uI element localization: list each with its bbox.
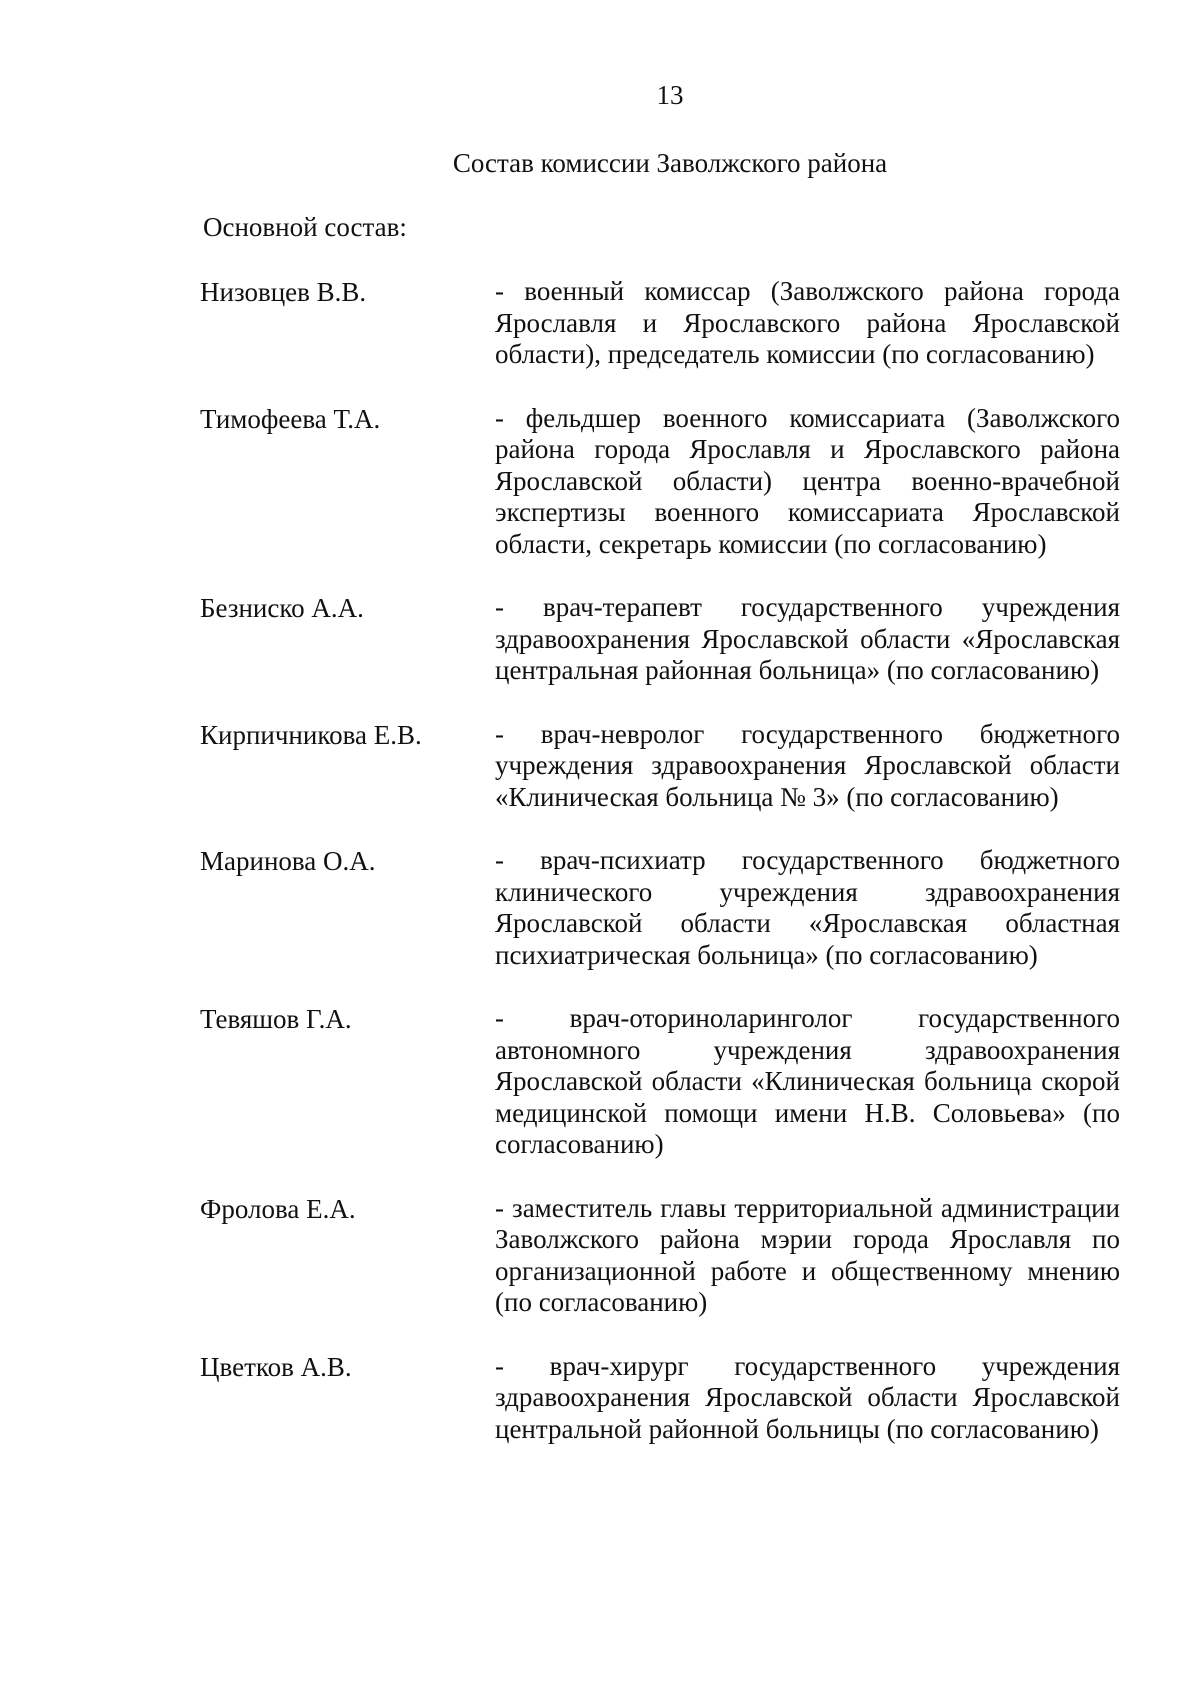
member-entry	[0, 1351, 1200, 1446]
member-role: - врач-невролог государственного бюджетного учреждения здравоохранения Ярославской области «Клиническая больница № 3» (по согласованию)	[495, 718, 1120, 812]
member-entry	[0, 845, 1200, 971]
member-role: - врач-хирург государственного учреждения здравоохранения Ярославской области Ярославской центральной районной больницы (по согласованию)	[495, 1350, 1120, 1444]
member-name: Цветков А.В.	[200, 1351, 352, 1382]
member-entry	[0, 592, 1200, 687]
member-name: Безниско А.А.	[200, 593, 364, 623]
page-number: 13	[656, 80, 684, 110]
member-name: Маринова О.А.	[200, 846, 376, 876]
member-entry	[0, 719, 1200, 814]
member-role: - фельдшер военного комиссариата (Заволжского района города Ярославля и Ярославского района Ярославской области) центра военно-врачебной экспертизы военного комиссариата Ярославской области, секретарь комиссии (по согласованию)	[495, 402, 1120, 559]
member-role: - врач-психиатр государственного бюджетного клинического учреждения здравоохранения Ярославской области «Ярославская областная психиатрическая больница» (по согласованию)	[495, 845, 1120, 970]
member-role: - врач-терапевт государственного учреждения здравоохранения Ярославской области «Ярославская центральная районная больница» (по согласованию)	[495, 592, 1120, 685]
member-entry	[0, 1193, 1200, 1319]
commission-members-list	[0, 276, 1200, 1477]
member-entry	[0, 403, 1200, 561]
member-name: Фролова Е.А.	[200, 1193, 356, 1224]
member-role: - заместитель главы территориальной администрации Заволжского района мэрии города Ярославля по организационной работе и общественному мнению (по согласованию)	[495, 1192, 1120, 1317]
member-name: Тимофеева Т.А.	[200, 403, 381, 434]
member-entry	[0, 276, 1200, 371]
document-title: Состав комиссии Заволжского района	[452, 148, 888, 178]
member-name: Низовцев В.В.	[200, 277, 367, 307]
section-heading: Основной состав:	[203, 212, 407, 242]
member-entry	[0, 1003, 1200, 1161]
member-name: Тевяшов Г.А.	[200, 1004, 352, 1034]
member-role: - врач-оториноларинголог государственного автономного учреждения здравоохранения Ярославской области «Клиническая больница скорой медицинской помощи имени Н.В. Соловьева» (по согласованию)	[495, 1003, 1120, 1159]
member-role: - военный комиссар (Заволжского района города Ярославля и Ярославского района Ярославской области), председатель комиссии (по согласованию)	[495, 276, 1120, 369]
member-name: Кирпичникова Е.В.	[200, 719, 422, 750]
